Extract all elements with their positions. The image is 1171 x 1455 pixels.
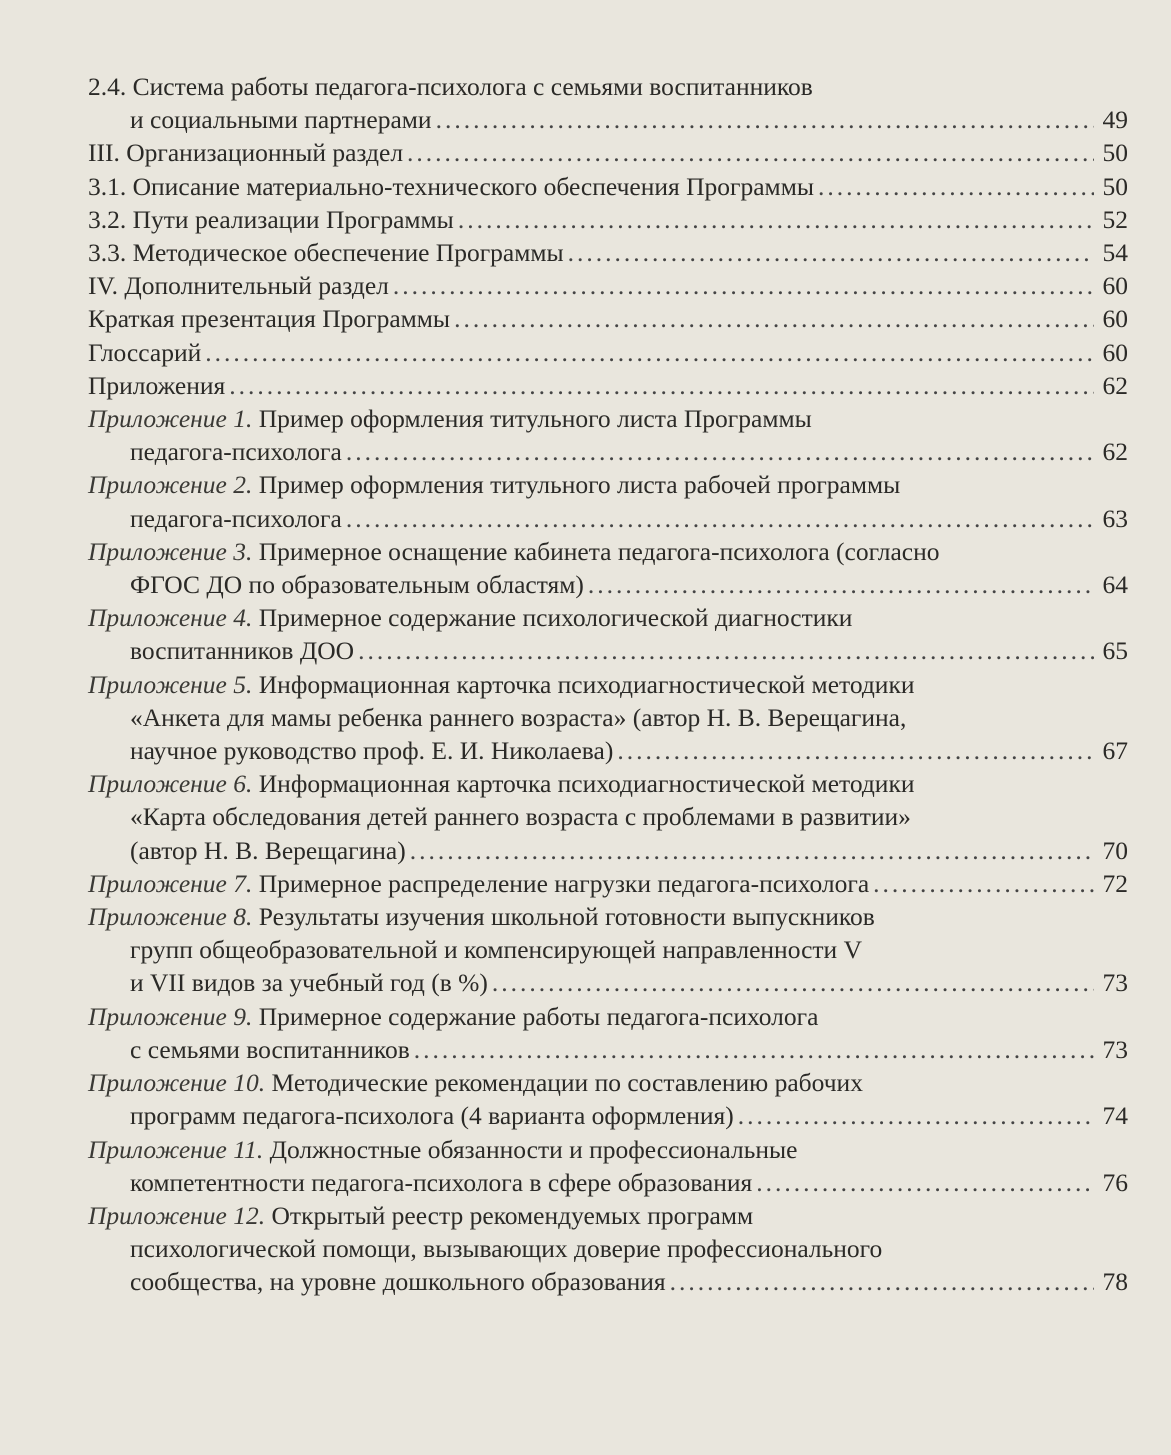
appendix-label: Приложение 8. <box>88 902 253 932</box>
toc-line <box>88 70 1128 103</box>
page-number: 50 <box>1102 171 1128 201</box>
toc-line-text-wrap <box>88 902 875 931</box>
dot-leader <box>229 369 1094 402</box>
toc-line-text-wrap <box>130 966 488 999</box>
toc-line <box>88 734 1128 767</box>
toc-line-text-wrap <box>130 734 613 767</box>
toc-line <box>88 170 1128 203</box>
toc-line <box>88 269 1128 302</box>
dot-leader <box>436 103 1094 136</box>
toc-entry-title: 2.4. Система работы педагога-психолога с семьями воспитанников <box>88 72 813 101</box>
toc-line <box>88 1232 1128 1265</box>
appendix-label: Приложение 9. <box>88 1001 253 1031</box>
toc-entry <box>88 236 1128 269</box>
toc-entry-title: Глоссарий <box>88 337 202 367</box>
toc-line <box>88 701 1128 734</box>
page-number: 63 <box>1102 503 1128 533</box>
page-number: 60 <box>1102 304 1128 334</box>
toc-line <box>88 1033 1128 1066</box>
toc-entry-title: групп общеобразовательной и компенсирующей направленности V <box>130 935 862 965</box>
toc-entry-title: Информационная карточка психодиагностической методики <box>258 669 915 699</box>
dot-leader <box>670 1265 1094 1298</box>
toc-line-text-wrap <box>130 802 911 831</box>
page-number: 49 <box>1102 105 1128 135</box>
toc-line-text-wrap <box>88 1068 863 1097</box>
toc-entry-title: и VII видов за учебный год (в %) <box>130 968 488 998</box>
toc-entry-title: воспитанников ДОО <box>130 636 355 666</box>
toc-line-text-wrap <box>88 867 869 900</box>
toc-line <box>88 302 1128 335</box>
dot-leader <box>454 302 1094 335</box>
dot-leader <box>346 435 1094 468</box>
toc-line-text-wrap <box>88 537 940 566</box>
toc-entry-title: Информационная карточка психодиагностической методики <box>258 769 915 799</box>
toc-line-text-wrap <box>88 269 389 302</box>
toc-entry-title: психологической помощи, вызывающих доверие профессионального <box>130 1234 883 1264</box>
toc-line-text-wrap <box>88 404 812 433</box>
page-number: 73 <box>1102 1034 1128 1064</box>
toc-entry <box>88 70 1128 136</box>
appendix-label: Приложение 7. <box>88 868 253 898</box>
toc-line <box>88 103 1128 136</box>
toc-line-text-wrap <box>88 170 814 203</box>
toc-line <box>88 601 1128 634</box>
toc-entry-title: 3.2. Пути реализации Программы <box>88 204 454 234</box>
page-number: 72 <box>1102 868 1128 898</box>
toc-entry <box>88 402 1128 468</box>
toc-line <box>88 203 1128 236</box>
toc-line <box>88 1133 1128 1166</box>
toc-line <box>88 1099 1128 1132</box>
toc-line-text-wrap <box>130 103 432 136</box>
appendix-label: Приложение 11. <box>88 1134 264 1164</box>
page-number: 52 <box>1102 204 1128 234</box>
toc-entry-title: ФГОС ДО по образовательным областям) <box>130 570 584 600</box>
toc-line <box>88 402 1128 435</box>
toc-entry <box>88 203 1128 236</box>
toc-line-text-wrap <box>130 435 342 468</box>
dot-leader <box>205 336 1094 369</box>
page-number: 60 <box>1102 271 1128 301</box>
toc-line <box>88 834 1128 867</box>
toc-entry-title: Открытый реестр рекомендуемых программ <box>271 1200 754 1230</box>
dot-leader <box>738 1099 1094 1132</box>
toc-entry <box>88 1133 1128 1199</box>
toc-line-text-wrap <box>88 203 454 236</box>
toc-entry-title: III. Организационный раздел <box>88 138 404 168</box>
toc-line-text-wrap <box>130 1033 410 1066</box>
toc-entry-title: Пример оформления титульного листа Программы <box>258 404 812 434</box>
toc-line-text-wrap <box>130 1099 734 1132</box>
page-number: 60 <box>1102 337 1128 367</box>
dot-leader <box>818 170 1094 203</box>
toc-line <box>88 236 1128 269</box>
toc-line <box>88 1066 1128 1099</box>
toc-line <box>88 1000 1128 1033</box>
dot-leader <box>407 136 1094 169</box>
toc-line-text-wrap <box>130 634 354 667</box>
appendix-label: Приложение 3. <box>88 536 253 566</box>
toc-entry-title: Пример оформления титульного листа рабочей программы <box>258 470 901 500</box>
toc-entry-title: (автор Н. В. Верещагина) <box>130 835 406 865</box>
toc-entry <box>88 1199 1128 1299</box>
dot-leader <box>588 568 1094 601</box>
toc-entry-title: и социальными партнерами <box>130 105 432 135</box>
dot-leader <box>492 966 1094 999</box>
toc-line-text-wrap <box>130 703 906 732</box>
toc-entry-title: программ педагога-психолога (4 варианта оформления) <box>130 1101 734 1131</box>
toc-line <box>88 634 1128 667</box>
dot-leader <box>410 834 1094 867</box>
toc-entry-title: компетентности педагога-психолога в сфере образования <box>130 1167 753 1197</box>
appendix-label: Приложение 10. <box>88 1068 266 1098</box>
toc-entry-title: 3.1. Описание материально-технического обеспечения Программы <box>88 171 814 201</box>
toc-line-text-wrap <box>88 369 225 402</box>
toc-line-text-wrap <box>88 670 915 699</box>
toc-entry <box>88 336 1128 369</box>
toc-line <box>88 1265 1128 1298</box>
toc-line-text-wrap <box>88 1135 797 1164</box>
page-number: 54 <box>1102 238 1128 268</box>
toc-entry <box>88 1000 1128 1066</box>
toc-line-text-wrap <box>88 136 403 169</box>
toc-line <box>88 468 1128 501</box>
toc-line-text-wrap <box>88 72 813 101</box>
dot-leader <box>617 734 1094 767</box>
dot-leader <box>756 1166 1094 1199</box>
toc-line-text-wrap <box>130 1166 752 1199</box>
toc-entry <box>88 535 1128 601</box>
dot-leader <box>414 1033 1094 1066</box>
toc-entry <box>88 867 1128 900</box>
toc-line-text-wrap <box>88 769 915 798</box>
page-number: 50 <box>1102 138 1128 168</box>
toc-entry-title: 3.3. Методическое обеспечение Программы <box>88 238 564 268</box>
toc-line-text-wrap <box>88 1002 818 1031</box>
toc-entry-title: Краткая презентация Программы <box>88 304 451 334</box>
toc-line <box>88 535 1128 568</box>
toc-line-text-wrap <box>130 935 862 964</box>
toc-line-text-wrap <box>88 603 852 632</box>
toc-line <box>88 369 1128 402</box>
appendix-label: Приложение 12. <box>88 1200 266 1230</box>
toc-entry <box>88 900 1128 1000</box>
toc-line <box>88 136 1128 169</box>
toc-entry-title: Примерное оснащение кабинета педагога-психолога (согласно <box>258 536 940 566</box>
dot-leader <box>358 634 1094 667</box>
page-number: 67 <box>1102 736 1128 766</box>
toc-line-text-wrap <box>88 302 450 335</box>
toc-entry <box>88 668 1128 768</box>
toc-entry-title: Примерное распределение нагрузки педагога-психолога <box>258 868 870 898</box>
dot-leader <box>393 269 1094 302</box>
toc-line <box>88 867 1128 900</box>
toc-line <box>88 435 1128 468</box>
toc-entry-title: педагога-психолога <box>130 437 342 467</box>
page-number: 73 <box>1102 968 1128 998</box>
toc-entry-title: Результаты изучения школьной готовности выпускников <box>258 902 875 932</box>
toc-line <box>88 502 1128 535</box>
toc-entry-title: «Карта обследования детей раннего возраста с проблемами в развитии» <box>130 802 911 832</box>
toc-entry <box>88 468 1128 534</box>
toc-entry <box>88 369 1128 402</box>
toc-entry <box>88 136 1128 169</box>
toc-line <box>88 966 1128 999</box>
toc-line-text-wrap <box>130 502 342 535</box>
toc-line-text-wrap <box>88 1201 753 1230</box>
toc-entry-title: Примерное содержание психологической диагностики <box>258 603 853 633</box>
appendix-label: Приложение 5. <box>88 669 253 699</box>
toc-line <box>88 668 1128 701</box>
appendix-label: Приложение 2. <box>88 470 253 500</box>
page-number: 74 <box>1102 1101 1128 1131</box>
toc-entry-title: сообщества, на уровне дошкольного образования <box>130 1267 666 1297</box>
toc-line-text-wrap <box>130 834 406 867</box>
page-number: 78 <box>1102 1267 1128 1297</box>
dot-leader <box>458 203 1094 236</box>
toc-entry <box>88 767 1128 867</box>
page-number: 76 <box>1102 1167 1128 1197</box>
page-number: 64 <box>1102 570 1128 600</box>
dot-leader <box>346 502 1094 535</box>
page-number: 62 <box>1102 370 1128 400</box>
toc-line-text-wrap <box>130 568 584 601</box>
toc-line <box>88 1166 1128 1199</box>
toc-entry <box>88 1066 1128 1132</box>
appendix-label: Приложение 1. <box>88 404 253 434</box>
dot-leader <box>568 236 1094 269</box>
toc-line-text-wrap <box>88 236 564 269</box>
toc-entry <box>88 170 1128 203</box>
toc-line-text-wrap <box>130 1265 666 1298</box>
toc-line <box>88 900 1128 933</box>
toc-entry-title: с семьями воспитанников <box>130 1034 410 1064</box>
toc-line <box>88 767 1128 800</box>
toc-line-text-wrap <box>88 470 900 499</box>
toc-entry-title: «Анкета для мамы ребенка раннего возраста» (автор Н. В. Верещагина, <box>130 702 907 732</box>
table-of-contents <box>88 70 1128 1299</box>
toc-entry <box>88 601 1128 667</box>
toc-line <box>88 800 1128 833</box>
toc-entry-title: IV. Дополнительный раздел <box>88 271 389 301</box>
toc-entry-title: Приложения <box>88 370 226 400</box>
page-number: 62 <box>1102 437 1128 467</box>
toc-line-text-wrap <box>130 1234 882 1263</box>
page-number: 65 <box>1102 636 1128 666</box>
toc-line <box>88 336 1128 369</box>
toc-line-text-wrap <box>88 336 201 369</box>
dot-leader <box>873 867 1094 900</box>
toc-entry-title: научное руководство проф. Е. И. Николаева) <box>130 736 614 766</box>
toc-line <box>88 933 1128 966</box>
toc-entry-title: педагога-психолога <box>130 503 342 533</box>
toc-entry-title: Должностные обязанности и профессиональные <box>269 1134 798 1164</box>
appendix-label: Приложение 6. <box>88 769 253 799</box>
toc-line <box>88 1199 1128 1232</box>
toc-line <box>88 568 1128 601</box>
toc-entry-title: Методические рекомендации по составлению рабочих <box>271 1068 863 1098</box>
toc-entry <box>88 302 1128 335</box>
toc-entry-title: Примерное содержание работы педагога-психолога <box>258 1001 819 1031</box>
appendix-label: Приложение 4. <box>88 603 253 633</box>
page-number: 70 <box>1102 835 1128 865</box>
toc-entry <box>88 269 1128 302</box>
